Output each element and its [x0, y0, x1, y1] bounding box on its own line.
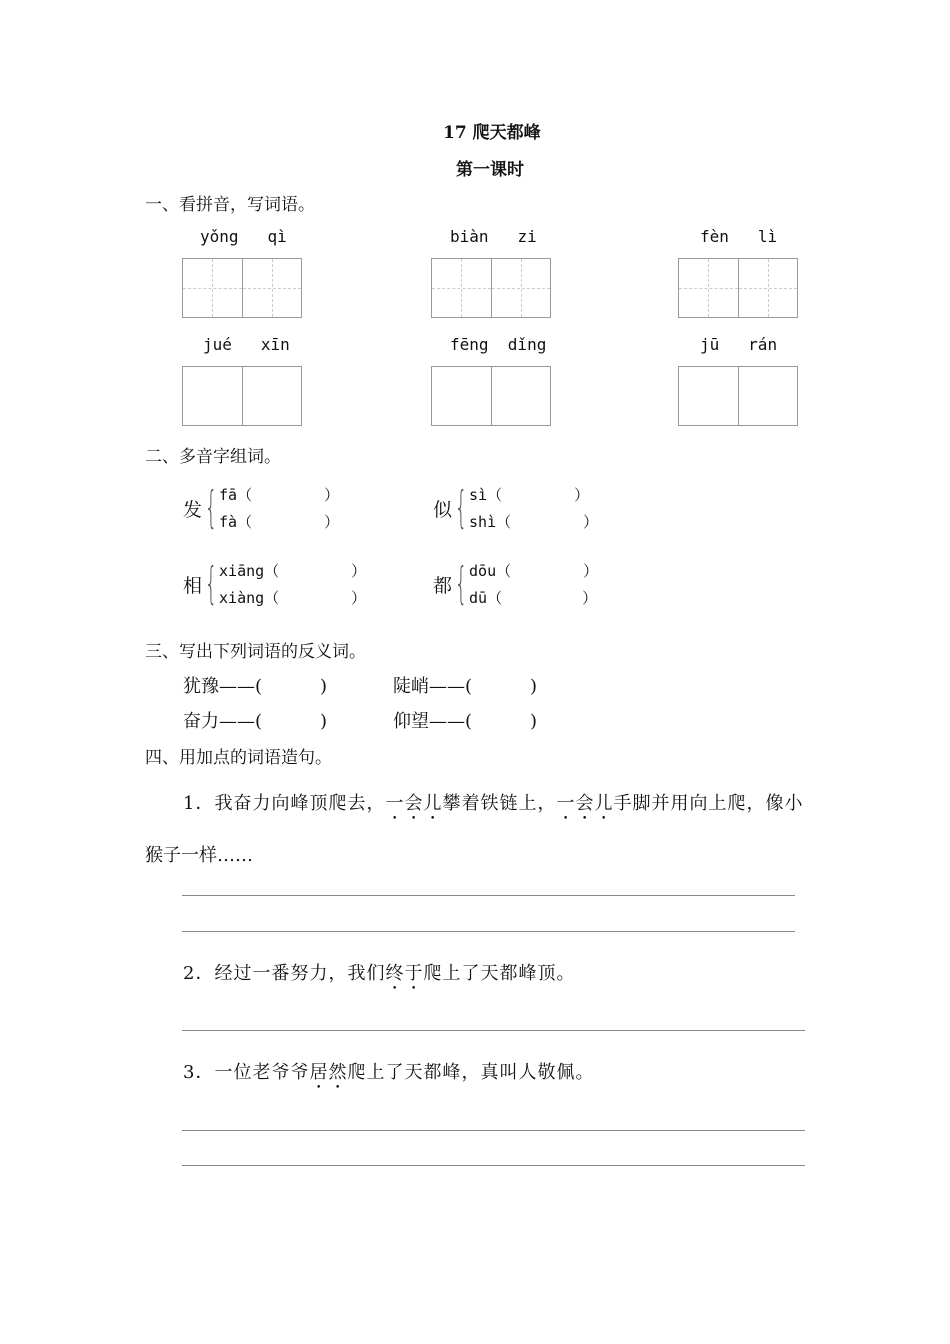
antonym-item[interactable]: 仰望——( ) [393, 711, 538, 732]
section-1-heading: 一、看拼音，写词语。 [145, 195, 315, 215]
answer-line[interactable] [182, 1165, 805, 1166]
polyphone-group [183, 484, 339, 532]
emphasized-word: 终于 [385, 963, 424, 984]
pinyin-label: fèn lì [700, 227, 778, 246]
answer-line[interactable] [182, 895, 795, 896]
brace-icon: { [454, 482, 468, 533]
answer-line[interactable] [182, 1030, 805, 1031]
writing-grid[interactable] [678, 258, 798, 318]
writing-grid[interactable] [678, 366, 798, 426]
polyphone-row[interactable]: xiāng（ ） [219, 562, 367, 580]
pinyin-label: biàn zi [450, 227, 537, 246]
antonym-item[interactable]: 陡峭——( ) [393, 676, 538, 697]
section-4-heading: 四、用加点的词语造句。 [145, 748, 332, 768]
polyphone-group [433, 560, 598, 608]
brace-icon: { [204, 482, 218, 533]
polyphone-row[interactable]: sì（ ） [469, 486, 590, 504]
section-3-heading: 三、写出下列词语的反义词。 [145, 642, 366, 662]
sentence-1-cont: 猴子一样…… [145, 845, 253, 866]
polyphone-row[interactable]: dū（ ） [469, 589, 598, 607]
polyphone-char: 似 [433, 498, 453, 521]
pinyin-label: jué xīn [203, 335, 290, 354]
emphasized-word: 居然 [309, 1062, 348, 1083]
polyphone-row[interactable]: fā（ ） [219, 486, 340, 504]
sentence-2: 2．经过一番努力，我们终于爬上了天都峰顶。 [183, 963, 576, 984]
polyphone-group [433, 484, 598, 532]
answer-line[interactable] [182, 1130, 805, 1131]
section-2-heading: 二、多音字组词。 [145, 447, 281, 467]
polyphone-row[interactable]: xiàng（ ） [219, 589, 367, 607]
polyphone-row[interactable]: fà（ ） [219, 513, 340, 531]
answer-line[interactable] [182, 931, 795, 932]
sentence-1: 1．我奋力向峰顶爬去，一会儿攀着铁链上，一会儿手脚并用向上爬，像小 [183, 793, 804, 814]
sentence-3: 3．一位老爷爷居然爬上了天都峰，真叫人敬佩。 [183, 1062, 595, 1083]
antonym-item[interactable]: 奋力——( ) [183, 711, 328, 732]
lesson-title: 17 爬天都峰 [443, 123, 541, 143]
writing-grid[interactable] [431, 258, 551, 318]
polyphone-char: 相 [183, 574, 203, 597]
polyphone-group [183, 560, 366, 608]
writing-grid[interactable] [182, 366, 302, 426]
polyphone-row[interactable]: shì（ ） [469, 513, 599, 531]
brace-icon: { [454, 558, 468, 609]
polyphone-char: 发 [183, 498, 203, 521]
polyphone-char: 都 [433, 574, 453, 597]
emphasized-word: 一会儿 [385, 793, 443, 814]
pinyin-label: jū rán [700, 335, 778, 354]
polyphone-row[interactable]: dōu（ ） [469, 562, 599, 580]
writing-grid[interactable] [182, 258, 302, 318]
pinyin-label: fēng dǐng [450, 335, 547, 354]
brace-icon: { [204, 558, 218, 609]
writing-grid[interactable] [431, 366, 551, 426]
lesson-subtitle: 第一课时 [456, 160, 524, 180]
pinyin-label: yǒng qì [200, 227, 287, 246]
antonym-item[interactable]: 犹豫——( ) [183, 676, 328, 697]
emphasized-word: 一会儿 [556, 793, 614, 814]
